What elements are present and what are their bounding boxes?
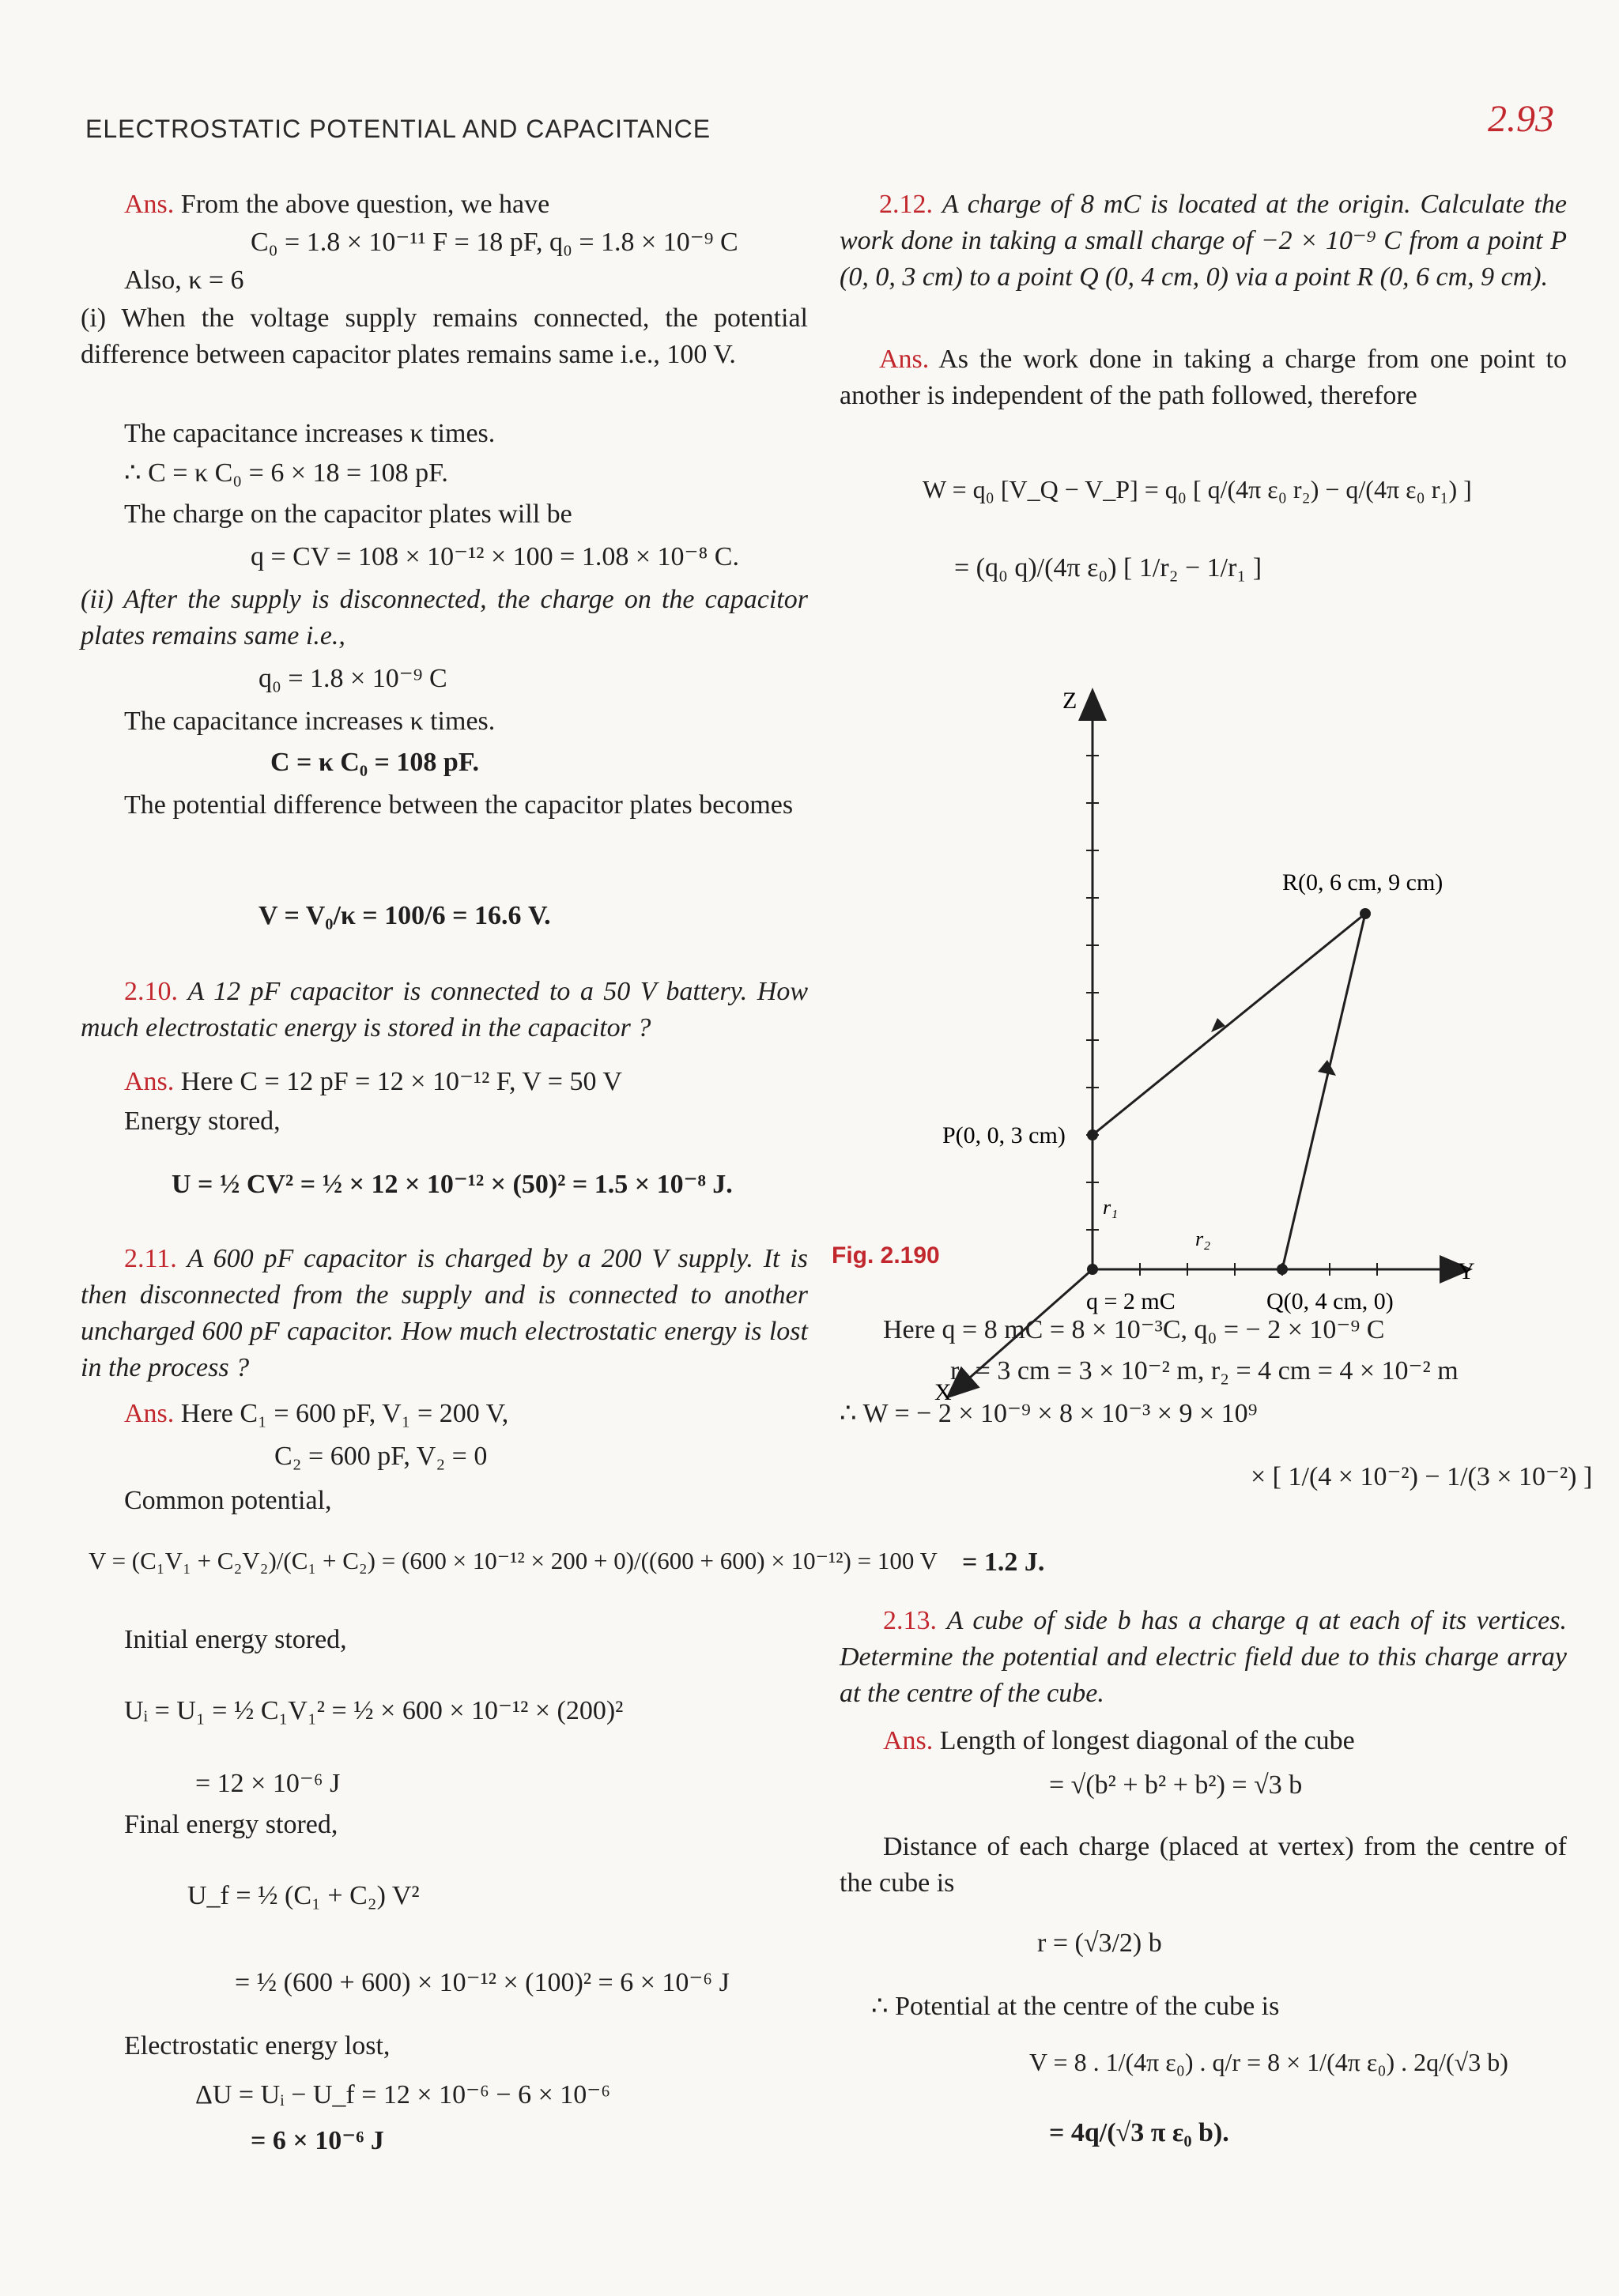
equation: W = q₀ [V_Q − V_P] = q₀ [ q/(4π ε₀ r₂) − q/(4π ε₀ r₁) ] [923,475,1472,503]
r-point-label: R(0, 6 cm, 9 cm) [1282,869,1444,895]
equation: U = ½ CV² = ½ × 12 × 10⁻¹² × (50)² = 1.5 × 10⁻⁸ J. [172,1170,733,1199]
text-line: Energy stored, [124,1107,281,1136]
equation: C₂ = 600 pF, V₂ = 0 [274,1442,488,1471]
text-line: Final energy stored, [124,1810,338,1839]
equation: C₀ = 1.8 × 10⁻¹¹ F = 18 pF, q₀ = 1.8 × 10⁻⁹ C [251,228,738,257]
equation: Here q = 8 mC = 8 × 10⁻³C, q₀ = − 2 × 10⁻⁹ C [883,1315,1385,1344]
text-line: The capacitance increases κ times. [124,707,496,736]
question-2-13 [840,1603,1567,1712]
text-line: Common potential, [124,1486,332,1515]
ans-label: Ans. [124,190,175,219]
text-line: ∴ Potential at the centre of the cube is [871,1992,1280,2021]
q-point-label: Q(0, 4 cm, 0) [1266,1288,1394,1314]
equation: = 6 × 10⁻⁶ J [251,2126,384,2155]
text-line: The charge on the capacitor plates will be [124,500,572,529]
running-header: ELECTROSTATIC POTENTIAL AND CAPACITANCE [85,115,711,143]
path-p-to-r [1093,914,1365,1135]
question-number: 2.13. [883,1606,937,1635]
text-line: Also, κ = 6 [124,266,244,295]
equation: = √(b² + b² + b²) = √3 b [1049,1770,1303,1800]
question-text: A cube of side b has a charge q at each of its vertices. Determine the potential and electric field due to this charge array at the centre of the cube. [840,1606,1567,1708]
answer-intro [124,187,549,223]
equation: = 12 × 10⁻⁶ J [195,1769,341,1798]
equation: V = V₀/κ = 100/6 = 16.6 V. [259,901,551,930]
x-axis-label: X [934,1379,952,1405]
point-q [1277,1264,1288,1275]
answer-line [124,1396,508,1432]
question-number: 2.10. [124,977,178,1006]
point-r [1360,908,1371,919]
equation: ΔU = Uᵢ − U_f = 12 × 10⁻⁶ − 6 × 10⁻⁶ [195,2080,611,2109]
paragraph: (ii) After the supply is disconnected, the charge on the capacitor plates remains same i.e., [81,585,808,650]
paragraph: The potential difference between the capacitor plates becomes [124,790,794,820]
equation: ∴ C = κ C₀ = 6 × 18 = 108 pF. [124,458,448,488]
question-text: A 12 pF capacitor is connected to a 50 V battery. How much electrostatic energy is stored in the capacitor ? [81,977,809,1042]
figure-caption: Fig. 2.190 [832,1242,940,1269]
equation: C = κ C₀ = 108 pF. [270,748,479,777]
equation: × [ 1/(4 × 10⁻²) − 1/(3 × 10⁻²) ] [1251,1462,1593,1491]
ans-label: Ans. [879,345,930,374]
question-2-12 [840,187,1567,296]
paragraph: (i) When the voltage supply remains connected, the potential difference between capacitor plates remains same i.e., 100 V. [81,303,808,369]
paragraph: Distance of each charge (placed at vertex) from the centre of the cube is [840,1832,1567,1898]
answer-line [124,1064,622,1100]
equation: ∴ W = − 2 × 10⁻⁹ × 8 × 10⁻³ × 9 × 10⁹ [840,1399,1258,1428]
question-number: 2.12. [879,190,933,219]
p-point-label: P(0, 0, 3 cm) [942,1122,1066,1148]
question-number: 2.11. [124,1244,177,1273]
text-line: Initial energy stored, [124,1625,347,1654]
page-number: 2.93 [1488,98,1554,140]
point-p [1087,1129,1098,1140]
answer-line [883,1723,1355,1759]
equation: U_f = ½ (C₁ + C₂) V² [187,1881,420,1910]
equation: = 4q/(√3 π ε₀ b). [1049,2118,1229,2147]
equation: = (q₀ q)/(4π ε₀) [ 1/r₂ − 1/r₁ ] [954,553,1262,582]
equation: V = 8 . 1/(4π ε₀) . q/r = 8 × 1/(4π ε₀) . 2q/(√3 b) [1029,2048,1508,2076]
text-line: Here C₁ = 600 pF, V₁ = 200 V, [180,1399,509,1428]
text-line: From the above question, we have [180,190,550,219]
ans-label: Ans. [124,1067,175,1096]
r1-label: r₁ [1103,1196,1119,1219]
text-line: Here C = 12 pF = 12 × 10⁻¹² F, V = 50 V [180,1067,622,1096]
ans-label: Ans. [124,1399,175,1428]
equation: Uᵢ = U₁ = ½ C₁V₁² = ½ × 600 × 10⁻¹² × (200)² [124,1696,624,1725]
origin-charge-label: q = 2 mC [1086,1288,1176,1314]
question-2-11 [81,1241,808,1386]
text-line: Length of longest diagonal of the cube [939,1726,1355,1755]
text-line: As the work done in taking a charge from one point to another is independent of the path followed, therefore [840,345,1568,410]
z-axis-label: Z [1062,688,1077,714]
equation: r = (√3/2) b [1037,1928,1162,1958]
equation: r₁ = 3 cm = 3 × 10⁻² m, r₂ = 4 cm = 4 × 10⁻² m [950,1356,1459,1386]
equation: = 1.2 J. [962,1548,1045,1577]
equation: V = (C₁V₁ + C₂V₂)/(C₁ + C₂) = (600 × 10⁻¹² × 200 + 0)/((600 + 600) × 10⁻¹²) = 100 V [89,1547,938,1574]
equation: q₀ = 1.8 × 10⁻⁹ C [259,664,447,693]
path-r-to-q [1282,914,1365,1269]
arrow-r-to-q [1318,1060,1336,1076]
question-text: A 600 pF capacitor is charged by a 200 V supply. It is then disconnected from the supply and is connected to another uncharged 600 pF capacitor. How much electrostatic energy is lost in the process ? [81,1244,808,1382]
answer-paragraph [840,341,1567,414]
y-axis-label: Y [1458,1258,1475,1284]
ans-label: Ans. [883,1726,934,1755]
question-text: A charge of 8 mC is located at the origin. Calculate the work done in taking a small charge of −2 × 10⁻⁹ C from a point P (0, 0, 3 cm) to a point Q (0, 4 cm, 0) via a point R (0, 6 cm, 9 cm). [840,190,1568,292]
r2-label: r₂ [1195,1227,1211,1250]
equation: = ½ (600 + 600) × 10⁻¹² × (100)² = 6 × 10⁻⁶ J [235,1968,730,1997]
text-line: The capacitance increases κ times. [124,419,496,448]
equation: q = CV = 108 × 10⁻¹² × 100 = 1.08 × 10⁻⁸ C. [251,542,739,571]
question-2-10 [81,974,808,1046]
origin-point [1087,1264,1098,1275]
text-line: Electrostatic energy lost, [124,2031,391,2060]
